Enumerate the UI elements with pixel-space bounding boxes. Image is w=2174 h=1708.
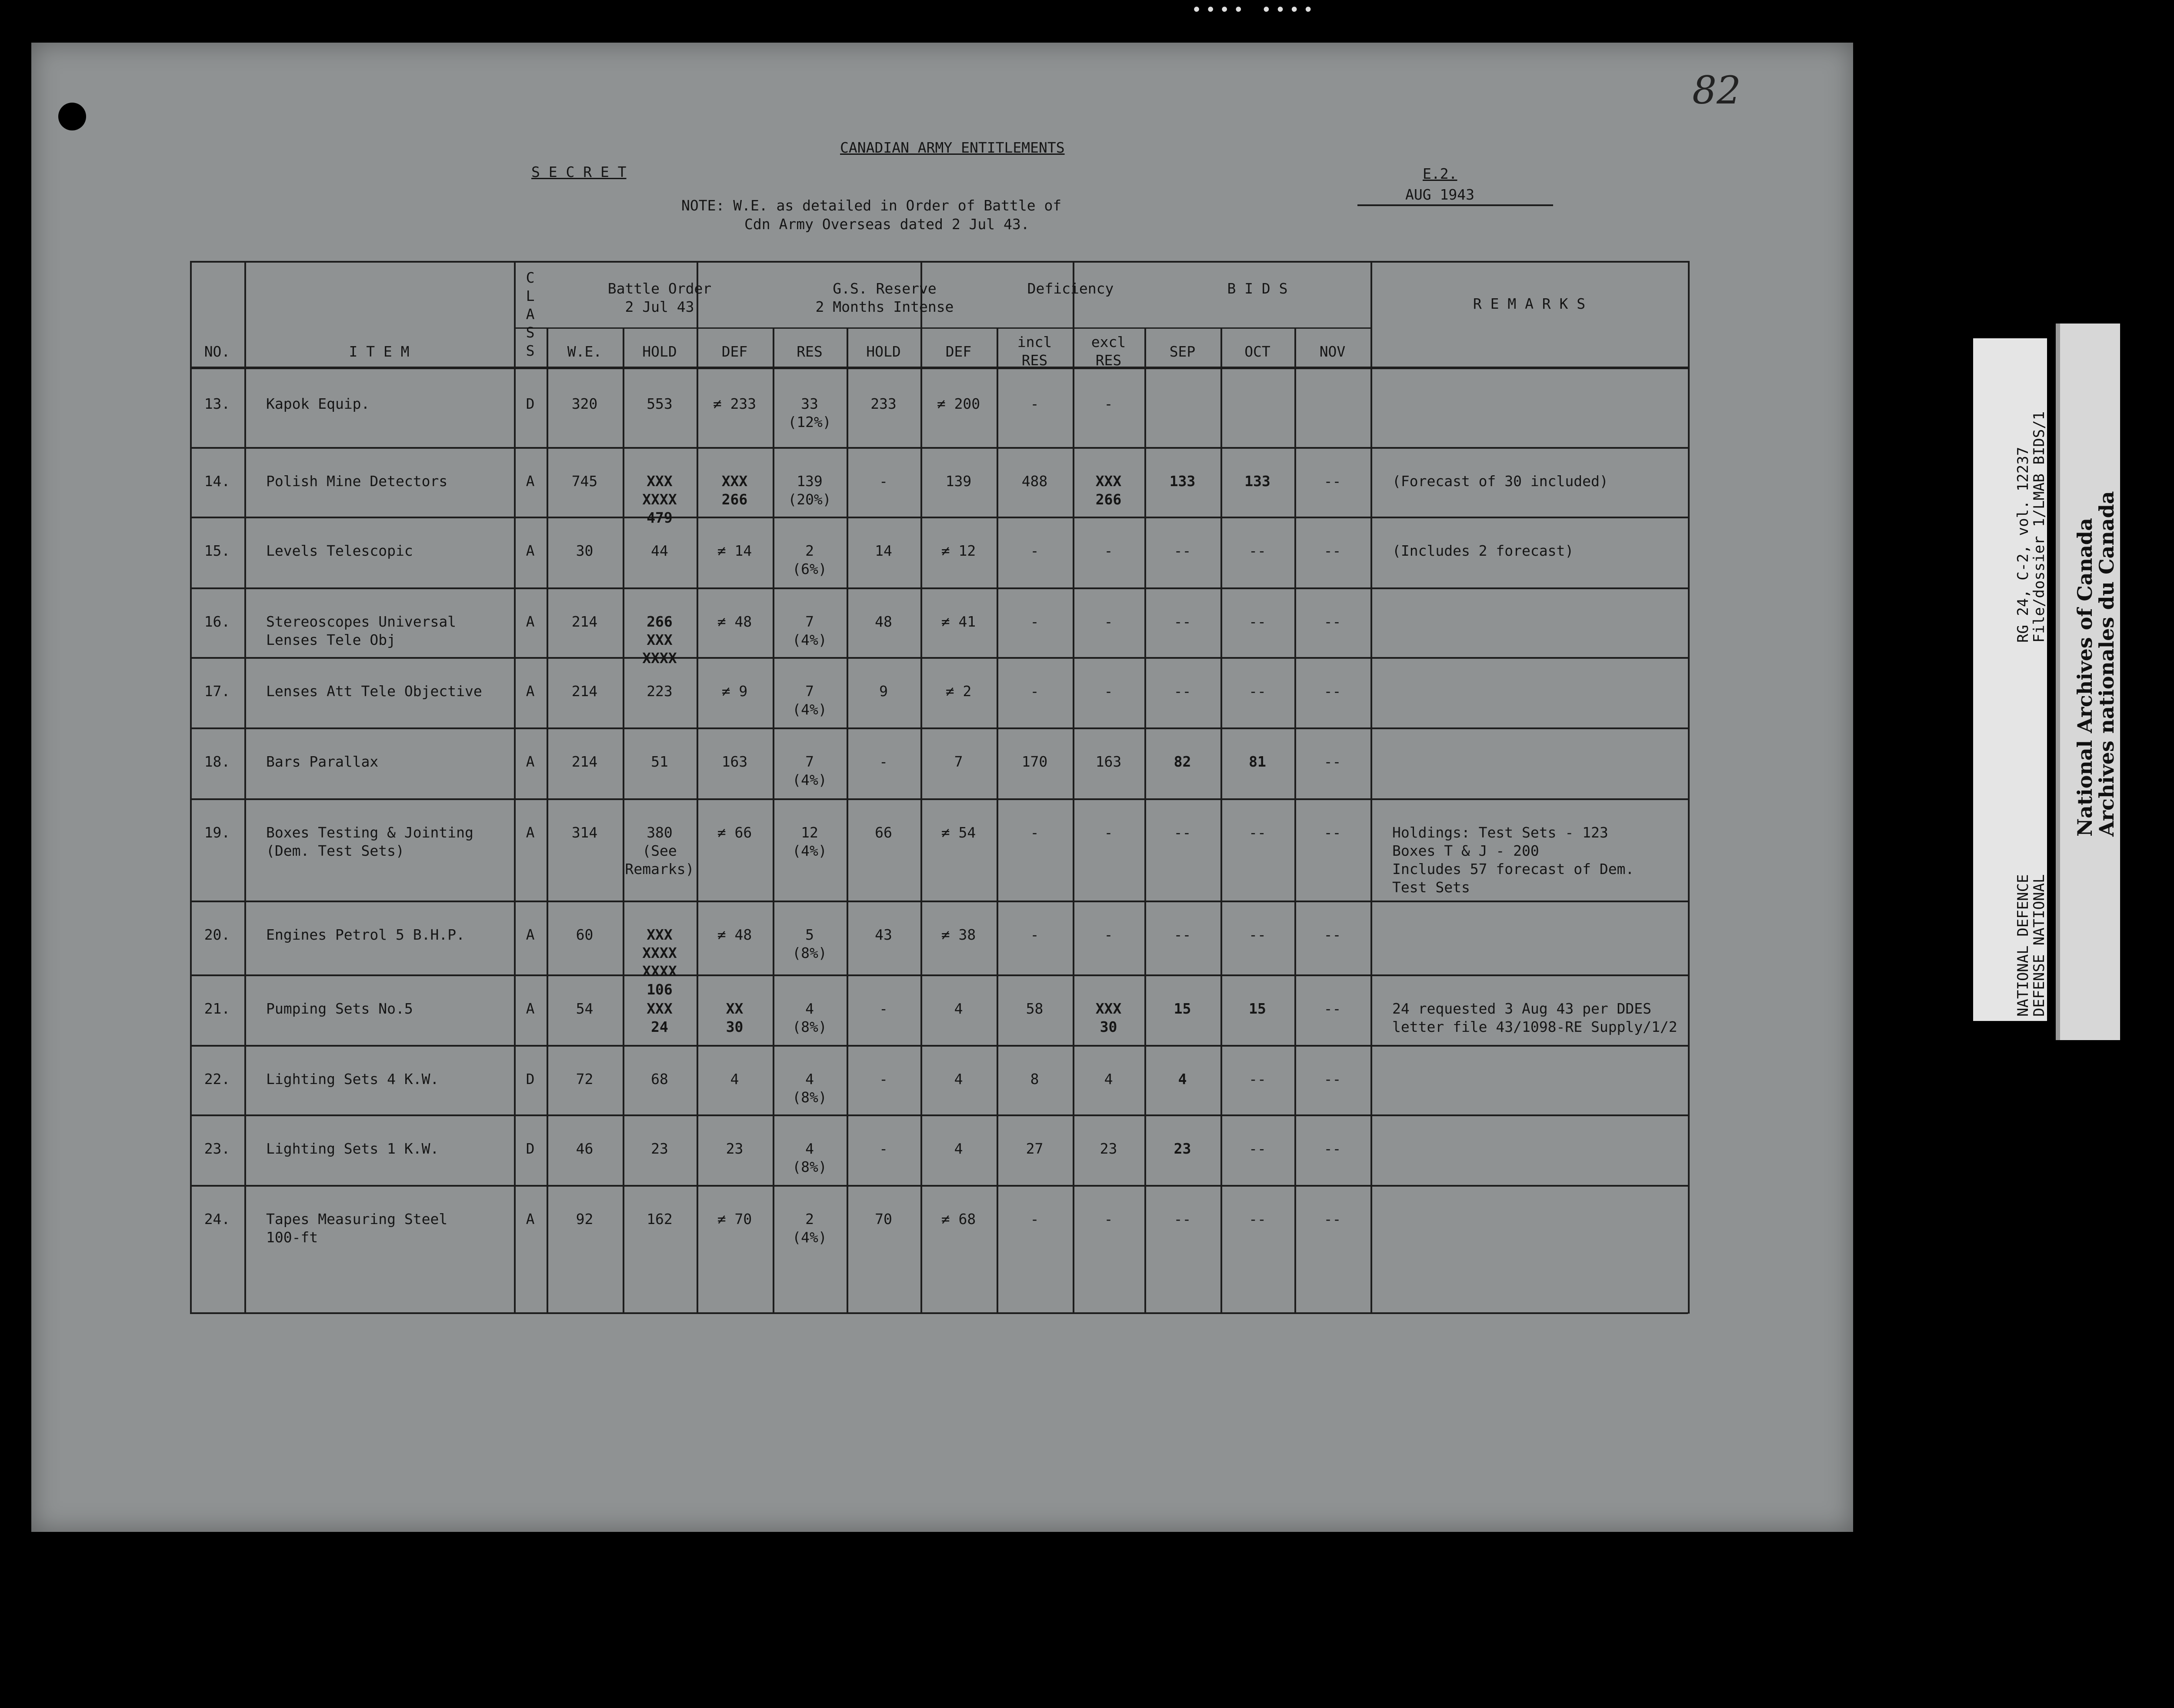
row-23-oct: -- — [1249, 1140, 1266, 1157]
row-19-def: ≠ 66 — [717, 824, 752, 841]
row-14-no: 14. — [204, 473, 230, 490]
row-20-gs-hold: 43 — [875, 926, 892, 943]
row-22-res: 4 (8%) — [792, 1071, 827, 1106]
reference-code: E.2. — [1423, 165, 1457, 182]
row-16-we: 214 — [571, 613, 598, 630]
row-21-excl: XXX 30 — [1095, 1000, 1122, 1035]
row-rule — [190, 901, 1688, 902]
column-header-no: NO. — [204, 343, 230, 360]
row-16-hold: 266 XXX XXXX — [642, 613, 677, 667]
row-17-item: Lenses Att Tele Objective — [266, 683, 482, 700]
row-14-remarks: (Forecast of 30 included) — [1392, 473, 1608, 490]
row-23-incl: 27 — [1026, 1140, 1044, 1157]
row-24-item: Tapes Measuring Steel 100-ft — [266, 1211, 448, 1246]
row-17-sep: -- — [1174, 683, 1191, 700]
secret-marking: S E C R E T — [531, 163, 627, 180]
row-21-nov: -- — [1324, 1000, 1341, 1017]
row-20-hold: XXX XXXX XXXX 106 — [642, 926, 677, 998]
row-24-cls: A — [526, 1211, 535, 1228]
row-21-incl: 58 — [1026, 1000, 1044, 1017]
column-header-deficiency: Deficiency — [1027, 280, 1114, 297]
row-20-we: 60 — [576, 926, 594, 943]
row-24-gs-hold: 70 — [875, 1211, 892, 1228]
archives-line-2: Archives nationales du Canada — [2095, 491, 2118, 837]
row-21-oct: 15 — [1249, 1000, 1266, 1017]
row-23-excl: 23 — [1100, 1140, 1117, 1157]
row-16-incl: - — [1030, 613, 1039, 630]
row-14-we: 745 — [571, 473, 598, 490]
header-split-rule — [514, 327, 1370, 329]
row-22-sep: 4 — [1178, 1071, 1187, 1088]
row-rule — [190, 1045, 1688, 1047]
row-17-gs-def: ≠ 2 — [945, 683, 972, 700]
row-14-res: 139 (20%) — [788, 473, 831, 508]
row-21-no: 21. — [204, 1000, 230, 1017]
row-15-item: Levels Telescopic — [266, 542, 413, 559]
row-24-incl: - — [1030, 1211, 1039, 1228]
row-18-gs-hold: - — [879, 753, 888, 770]
row-22-gs-def: 4 — [954, 1071, 963, 1088]
row-22-def: 4 — [730, 1071, 739, 1088]
dept-line-2: DEFENSE NATIONAL — [2031, 874, 2048, 1017]
row-15-gs-def: ≠ 12 — [941, 542, 976, 559]
column-header-item: I T E M — [349, 343, 410, 360]
column-header-we: W.E. — [567, 343, 602, 360]
row-20-gs-def: ≠ 38 — [941, 926, 976, 943]
row-15-def: ≠ 14 — [717, 542, 752, 559]
row-15-sep: -- — [1174, 542, 1191, 559]
row-22-no: 22. — [204, 1071, 230, 1088]
row-16-item: Stereoscopes Universal Lenses Tele Obj — [266, 613, 457, 648]
row-14-hold: XXX XXXX 479 — [642, 473, 677, 526]
row-21-def: XX 30 — [726, 1000, 744, 1035]
row-20-no: 20. — [204, 926, 230, 943]
row-14-item: Polish Mine Detectors — [266, 473, 448, 490]
column-header-gs-def: DEF — [945, 343, 972, 360]
row-24-res: 2 (4%) — [792, 1211, 827, 1246]
column-header-def: DEF — [721, 343, 748, 360]
row-15-remarks: (Includes 2 forecast) — [1392, 542, 1574, 559]
row-14-cls: A — [526, 473, 535, 490]
row-20-cls: A — [526, 926, 535, 943]
row-19-remarks: Holdings: Test Sets - 123 Boxes T & J - 200 Includes 57 forecast of Dem. Test Sets — [1392, 824, 1634, 896]
row-17-gs-hold: 9 — [879, 683, 888, 700]
column-header-incl-res: incl RES — [1017, 334, 1052, 369]
row-17-oct: -- — [1249, 683, 1266, 700]
row-21-remarks: 24 requested 3 Aug 43 per DDES letter file 43/1098-RE Supply/1/2 — [1392, 1000, 1677, 1035]
row-rule — [190, 657, 1688, 659]
row-19-hold: 380 (See Remarks) — [625, 824, 694, 877]
document-title: CANADIAN ARMY ENTITLEMENTS — [840, 139, 1065, 156]
row-15-we: 30 — [576, 542, 594, 559]
row-rule — [190, 587, 1688, 589]
row-21-res: 4 (8%) — [792, 1000, 827, 1035]
row-14-oct: 133 — [1244, 473, 1270, 490]
row-20-res: 5 (8%) — [792, 926, 827, 961]
row-21-sep: 15 — [1174, 1000, 1191, 1017]
row-16-cls: A — [526, 613, 535, 630]
date-underline — [1357, 204, 1553, 206]
row-16-gs-def: ≠ 41 — [941, 613, 976, 630]
row-15-nov: -- — [1324, 542, 1341, 559]
row-24-oct: -- — [1249, 1211, 1266, 1228]
row-17-nov: -- — [1324, 683, 1341, 700]
column-header-excl-res: excl RES — [1091, 334, 1126, 369]
row-24-gs-def: ≠ 68 — [941, 1211, 976, 1228]
row-24-sep: -- — [1174, 1211, 1191, 1228]
row-24-def: ≠ 70 — [717, 1211, 752, 1228]
row-14-nov: -- — [1324, 473, 1341, 490]
row-24-nov: -- — [1324, 1211, 1341, 1228]
row-23-cls: D — [526, 1140, 535, 1157]
row-rule — [190, 974, 1688, 976]
row-14-sep: 133 — [1169, 473, 1196, 490]
column-header-remarks: R E M A R K S — [1473, 295, 1586, 312]
row-16-def: ≠ 48 — [717, 613, 752, 630]
row-23-hold: 23 — [651, 1140, 668, 1157]
row-13-we: 320 — [571, 395, 598, 412]
row-19-nov: -- — [1324, 824, 1341, 841]
row-17-res: 7 (4%) — [792, 683, 827, 718]
row-20-incl: - — [1030, 926, 1039, 943]
column-header-gs-hold: HOLD — [866, 343, 901, 360]
document-sheet — [31, 43, 1853, 1532]
row-22-we: 72 — [576, 1071, 594, 1088]
row-16-excl: - — [1104, 613, 1113, 630]
row-20-def: ≠ 48 — [717, 926, 752, 943]
row-19-we: 314 — [571, 824, 598, 841]
row-14-def: XXX 266 — [721, 473, 748, 508]
row-15-gs-hold: 14 — [875, 542, 892, 559]
row-19-gs-def: ≠ 54 — [941, 824, 976, 841]
row-18-gs-def: 7 — [954, 753, 963, 770]
row-19-res: 12 (4%) — [792, 824, 827, 859]
row-17-incl: - — [1030, 683, 1039, 700]
row-19-item: Boxes Testing & Jointing (Dem. Test Sets) — [266, 824, 473, 859]
row-22-oct: -- — [1249, 1071, 1266, 1088]
row-18-def: 163 — [721, 753, 748, 770]
film-perforation-marks: •••• •••• — [1191, 0, 1317, 20]
row-17-hold: 223 — [647, 683, 673, 700]
dept-line-1: NATIONAL DEFENCE — [2014, 874, 2032, 1017]
row-19-cls: A — [526, 824, 535, 841]
row-24-we: 92 — [576, 1211, 594, 1228]
note-line-2: Cdn Army Overseas dated 2 Jul 43. — [744, 216, 1030, 233]
row-15-cls: A — [526, 542, 535, 559]
column-header-class: C L A S S — [526, 269, 535, 359]
row-19-oct: -- — [1249, 824, 1266, 841]
row-14-incl: 488 — [1021, 473, 1048, 490]
row-13-incl: - — [1030, 395, 1039, 412]
row-18-oct: 81 — [1249, 753, 1266, 770]
row-23-def: 23 — [726, 1140, 744, 1157]
row-21-hold: XXX 24 — [647, 1000, 673, 1035]
column-header-hold: HOLD — [642, 343, 677, 360]
row-13-hold: 553 — [647, 395, 673, 412]
row-22-cls: D — [526, 1071, 535, 1088]
row-23-nov: -- — [1324, 1140, 1341, 1157]
row-21-item: Pumping Sets No.5 — [266, 1000, 413, 1017]
row-rule — [190, 1114, 1688, 1116]
row-17-excl: - — [1104, 683, 1113, 700]
row-17-def: ≠ 9 — [721, 683, 748, 700]
row-21-we: 54 — [576, 1000, 594, 1017]
column-header-battle-order: Battle Order 2 Jul 43 — [607, 280, 712, 315]
row-19-sep: -- — [1174, 824, 1191, 841]
column-rule — [1370, 261, 1372, 1314]
row-17-cls: A — [526, 683, 535, 700]
row-19-excl: - — [1104, 824, 1113, 841]
row-24-excl: - — [1104, 1211, 1113, 1228]
row-23-gs-def: 4 — [954, 1140, 963, 1157]
row-rule — [190, 447, 1688, 449]
row-18-no: 18. — [204, 753, 230, 770]
row-rule — [190, 517, 1688, 518]
note-line-1: NOTE: W.E. as detailed in Order of Battle of — [681, 197, 1062, 214]
column-header-nov: NOV — [1319, 343, 1346, 360]
row-17-no: 17. — [204, 683, 230, 700]
row-13-excl: - — [1104, 395, 1113, 412]
row-21-gs-hold: - — [879, 1000, 888, 1017]
handwritten-page-number: 82 — [1692, 68, 1741, 113]
row-rule — [190, 1312, 1688, 1314]
punch-hole — [58, 103, 86, 130]
row-18-we: 214 — [571, 753, 598, 770]
row-16-res: 7 (4%) — [792, 613, 827, 648]
row-13-gs-def: ≠ 200 — [937, 395, 980, 412]
row-16-oct: -- — [1249, 613, 1266, 630]
row-18-hold: 51 — [651, 753, 668, 770]
row-18-sep: 82 — [1174, 753, 1191, 770]
document-date: AUG 1943 — [1405, 186, 1474, 203]
row-22-gs-hold: - — [879, 1071, 888, 1088]
archives-line-1: National Archives of Canada — [2073, 518, 2097, 837]
row-24-hold: 162 — [647, 1211, 673, 1228]
row-19-no: 19. — [204, 824, 230, 841]
row-15-hold: 44 — [651, 542, 668, 559]
row-20-sep: -- — [1174, 926, 1191, 943]
row-23-sep: 23 — [1174, 1140, 1191, 1157]
header-bottom-rule — [190, 367, 1688, 369]
column-header-oct: OCT — [1244, 343, 1270, 360]
row-15-incl: - — [1030, 542, 1039, 559]
column-header-res: RES — [797, 343, 823, 360]
row-13-gs-hold: 233 — [870, 395, 897, 412]
row-22-item: Lighting Sets 4 K.W. — [266, 1071, 439, 1088]
row-23-we: 46 — [576, 1140, 594, 1157]
row-16-nov: -- — [1324, 613, 1341, 630]
column-rule — [244, 261, 246, 1314]
row-20-excl: - — [1104, 926, 1113, 943]
row-13-def: ≠ 233 — [713, 395, 757, 412]
archive-reference-label — [1973, 338, 2047, 1021]
row-13-item: Kapok Equip. — [266, 395, 370, 412]
row-15-no: 15. — [204, 542, 230, 559]
row-16-sep: -- — [1174, 613, 1191, 630]
row-20-oct: -- — [1249, 926, 1266, 943]
row-13-res: 33 (12%) — [788, 395, 831, 430]
row-15-oct: -- — [1249, 542, 1266, 559]
row-23-res: 4 (8%) — [792, 1140, 827, 1175]
row-21-cls: A — [526, 1000, 535, 1017]
archives-stamp-label — [2056, 324, 2120, 1040]
ref-line-1: RG 24, C-2, vol. 12237 — [2014, 447, 2032, 643]
row-rule — [190, 727, 1688, 729]
row-22-excl: 4 — [1104, 1071, 1113, 1088]
row-13-no: 13. — [204, 395, 230, 412]
row-23-item: Lighting Sets 1 K.W. — [266, 1140, 439, 1157]
column-rule — [1688, 261, 1690, 1314]
ref-line-2: File/dossier 1/LMAB BIDS/1 — [2031, 411, 2048, 643]
row-16-gs-hold: 48 — [875, 613, 892, 630]
column-header-bids: B I D S — [1227, 280, 1288, 297]
row-19-gs-hold: 66 — [875, 824, 892, 841]
row-13-cls: D — [526, 395, 535, 412]
table-top-border — [190, 261, 1688, 263]
row-18-res: 7 (4%) — [792, 753, 827, 788]
row-17-we: 214 — [571, 683, 598, 700]
row-20-nov: -- — [1324, 926, 1341, 943]
row-22-incl: 8 — [1030, 1071, 1039, 1088]
row-18-item: Bars Parallax — [266, 753, 379, 770]
row-14-gs-def: 139 — [945, 473, 972, 490]
row-23-no: 23. — [204, 1140, 230, 1157]
column-header-sep: SEP — [1169, 343, 1196, 360]
row-rule — [190, 798, 1688, 800]
column-header-gs-reserve: G.S. Reserve 2 Months Intense — [815, 280, 954, 315]
row-rule — [190, 1185, 1688, 1187]
row-18-cls: A — [526, 753, 535, 770]
row-24-no: 24. — [204, 1211, 230, 1228]
row-14-gs-hold: - — [879, 473, 888, 490]
row-18-excl: 163 — [1095, 753, 1122, 770]
row-15-excl: - — [1104, 542, 1113, 559]
row-22-hold: 68 — [651, 1071, 668, 1088]
row-23-gs-hold: - — [879, 1140, 888, 1157]
row-21-gs-def: 4 — [954, 1000, 963, 1017]
row-16-no: 16. — [204, 613, 230, 630]
row-20-item: Engines Petrol 5 B.H.P. — [266, 926, 465, 943]
row-19-incl: - — [1030, 824, 1039, 841]
row-14-excl: XXX 266 — [1095, 473, 1122, 508]
row-18-incl: 170 — [1021, 753, 1048, 770]
row-15-res: 2 (6%) — [792, 542, 827, 577]
row-18-nov: -- — [1324, 753, 1341, 770]
row-22-nov: -- — [1324, 1071, 1341, 1088]
